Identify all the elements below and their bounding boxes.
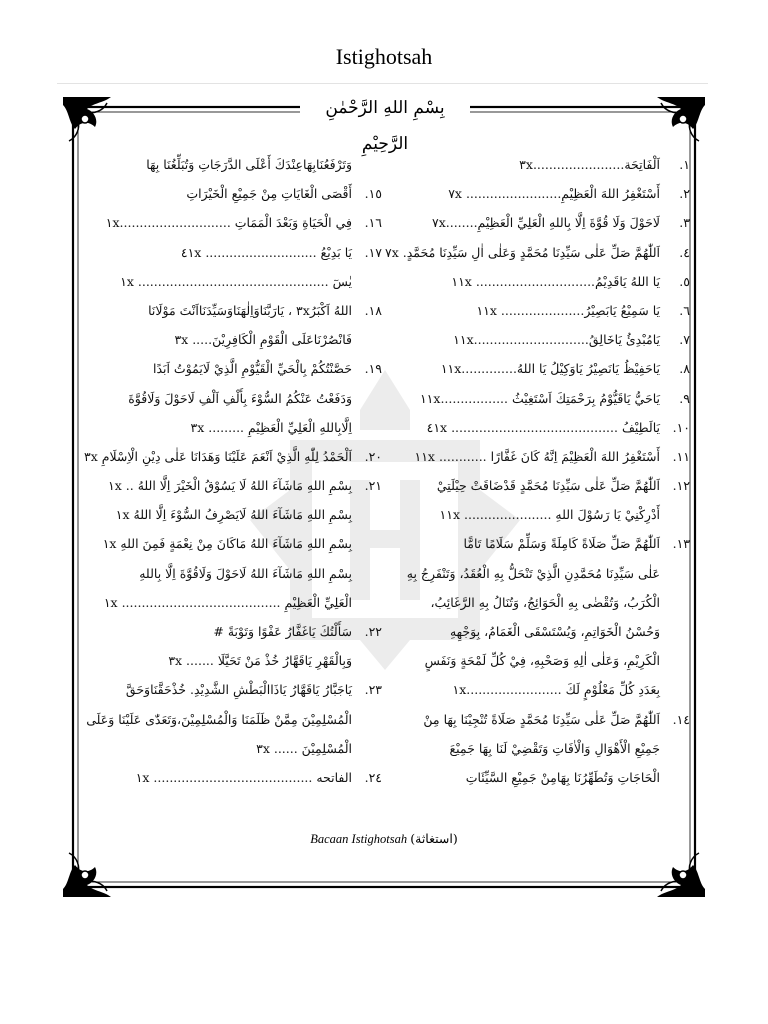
item-text: اَلْفَاتِحَة.......................٣x xyxy=(519,157,660,172)
item-number: ٣. xyxy=(679,215,690,231)
left-column xyxy=(82,150,382,792)
item-number: ٤. xyxy=(679,244,690,260)
item-text: اَللّٰهُمَّ صَلِّ عَلٰى سَيِّدِنَا مُحَمَّدٍ صَلَاةً تُنْجِيْنَا بِهَا مِنْ xyxy=(423,711,660,727)
list-item xyxy=(82,471,382,500)
item-number: ١٣. xyxy=(672,536,690,552)
list-item xyxy=(82,442,382,471)
item-text: وَحُسْنُ الْخَوَاتِمِ، وَيُسْتَسْقَى الْغَمَامُ، بِوَجْهِهِ xyxy=(449,624,660,639)
list-item xyxy=(82,763,382,792)
caption-latin: Bacaan Istighotsah xyxy=(310,832,408,846)
item-number: ٢٠. xyxy=(364,448,382,464)
item-number: ١٤. xyxy=(672,711,690,727)
item-text: وَبِالْقَهْرِ يَاقَهَّارُ خُذْ مَنْ تَحَيَّلَا ....... ٣x xyxy=(168,653,352,669)
item-text: سَأَلْتُكَ يَاغَفَّارُ عَفْوًا وَتَوْبَةً # xyxy=(213,624,352,639)
list-item xyxy=(82,238,382,267)
list-item xyxy=(400,296,690,325)
list-item xyxy=(400,267,690,296)
item-text: حَصَّنْتُكُمْ بِالْحَيِّ الْقَيُّوْمِ الَّذِيْ لَايَمُوْتُ اَبَدًا xyxy=(152,361,352,377)
list-item xyxy=(82,675,382,704)
list-item xyxy=(82,705,382,734)
item-text: فَانْصُرْنَاعَلَى الْقَوْمِ الْكَافِرِيْنَ..... ٣x xyxy=(174,332,352,348)
list-item xyxy=(400,646,690,675)
item-number: ٧. xyxy=(679,332,690,348)
page-title: Istighotsah xyxy=(335,44,433,69)
item-number: ٢٣. xyxy=(364,682,382,698)
list-item xyxy=(82,296,382,325)
item-text: أَسْتَغْفِرُ اللهَ الْعَظِيْمَ اِنَّهُ كَانَ غَفَّارًا ............ ١١x xyxy=(414,448,660,464)
list-item xyxy=(82,150,382,179)
list-item xyxy=(400,705,690,734)
item-text: يَاجَبَّارُ يَاقَهَّارُ يَاذَاالْبَطْشِ الشَّدِيْدِ. خُذْحَقَّنَاوَحَقَّ xyxy=(125,682,352,698)
list-item xyxy=(82,384,382,413)
list-item xyxy=(82,588,382,617)
list-item xyxy=(400,617,690,646)
item-number: ٨. xyxy=(679,361,690,377)
list-item xyxy=(400,208,690,237)
list-item xyxy=(385,238,690,267)
item-text: اَللّٰهُمَّ صَلِّ صَلَاةً كَامِلَةً وَسَلِّمْ سَلَامًا تَامًّا xyxy=(463,536,660,552)
list-item xyxy=(400,325,690,354)
list-item xyxy=(400,559,690,588)
list-item xyxy=(82,267,382,296)
item-text: اَلْحَمْدُ لِلّٰهِ الَّذِيْ اَنْعَمَ عَلَيْنَا وَهَدَانَا عَلٰى دِيْنِ الْاِسْلَامِ ٣x xyxy=(84,448,352,464)
list-item xyxy=(82,500,382,529)
item-text: يَا اللهُ يَاقَدِيْمُ.............................. ١١x xyxy=(451,273,660,289)
list-item xyxy=(400,179,690,208)
item-number: ٢٤. xyxy=(364,769,382,785)
item-number: ١١. xyxy=(672,448,690,464)
item-text: يَامُبْدِئُ يَاخَالِقُ.............................١١x xyxy=(453,332,660,348)
list-item xyxy=(400,588,690,617)
item-text: بِعَدَدِ كُلِّ مَعْلُوْمٍ لَكَ ........................١x xyxy=(452,682,660,698)
list-item xyxy=(400,675,690,704)
item-text: اَللّٰهُمَّ صَلِّ عَلٰى سَيِّدِنَا مُحَمَّدٍ قَدْضَاقَتْ حِيْلَتِيْ xyxy=(436,478,660,494)
figure-caption xyxy=(0,831,768,847)
item-text: وَدَفَعْتُ عَنْكُمُ السُّوْءَ بِأَلْفِ اَلْفِ لَاحَوْلَ وَلَاقُوَّةَ xyxy=(128,390,352,406)
item-number: ١٥. xyxy=(364,186,382,202)
item-text: الْكَرِيْمِ، وَعَلٰى اٰلِهِ وَصَحْبِهِ، فِيْ كُلِّ لَمْحَةٍ وَنَفَسٍ xyxy=(424,653,660,669)
item-number: ١٠. xyxy=(672,419,690,435)
item-number: ٩. xyxy=(679,390,690,406)
item-text: أَدْرِكْنِيْ يَا رَسُوْلَ اللهِ ...................... ١١x xyxy=(439,507,660,523)
item-text: الْمُسْلِمِيْنَ ...... ٣x xyxy=(256,740,352,756)
item-text: بِسْمِ اللهِ مَاشَآءَ اللهُ لَاحَوْلَ وَلَاقُوَّةَ اِلَّا بِاللهِ xyxy=(139,565,352,581)
list-item xyxy=(400,150,690,179)
list-item xyxy=(82,413,382,442)
item-text: اللهُ اَكْبَرُ٣x ، يَارَبَّنَاوَاِلٰهَنَاوَسَيِّدَنَااَنْتَ مَوْلَانَا xyxy=(148,302,352,318)
title-divider xyxy=(57,83,708,84)
list-item xyxy=(82,208,382,237)
item-number: ٢. xyxy=(679,186,690,202)
list-item xyxy=(82,354,382,383)
item-number: ٢١. xyxy=(364,478,382,494)
item-text: يَالَطِيْفُ .......................................... ٤١x xyxy=(426,419,660,435)
item-text: يَا بَدِيْعُ ............................ ٤١x xyxy=(180,244,352,260)
list-item xyxy=(82,646,382,675)
item-number: ٢٢. xyxy=(364,624,382,639)
list-item xyxy=(400,384,690,413)
list-item xyxy=(400,413,690,442)
item-number: ١٩. xyxy=(364,361,382,377)
item-number: ١٦. xyxy=(364,215,382,231)
item-text: وَتَرْفَعُنَابِهَاعِنْدَكَ أَعْلَى الدَّرَجَاتِ وَتُبَلِّغُنَا بِهَا xyxy=(146,157,352,172)
item-text: أَقْصَى الْغَايَاتِ مِنْ جَمِيْعِ الْخَيْرَاتِ xyxy=(186,186,352,202)
list-item xyxy=(400,500,690,529)
item-text: يٰسٓ ................................................ ١x xyxy=(120,273,352,289)
item-text: بِسْمِ اللهِ مَاشَآءَ اللهُ لَا يَسُوْقُ الْخَيْرَ اِلَّا اللهُ .. ١x xyxy=(108,478,352,494)
list-item xyxy=(82,179,382,208)
list-item xyxy=(82,617,382,646)
item-text: أَسْتَغْفِرُ اللهَ الْعَظِيْمِ........................ ٧x xyxy=(448,186,660,202)
caption-arabic: (استغاثة) xyxy=(410,831,458,846)
list-item xyxy=(82,529,382,558)
item-text: يَاحَفِيْظُ يَانَصِيْرُ يَاوَكِيْلُ يَا اللهُ..............١١x xyxy=(440,361,660,377)
item-text: فِي الْحَيَاةِ وَبَعْدَ الْمَمَاتِ ............................١x xyxy=(105,215,352,231)
list-item xyxy=(82,559,382,588)
item-number: ١٢. xyxy=(672,478,690,494)
item-text: اِلَّابِاللهِ الْعَلِيِّ الْعَظِيْمِ ......... ٣x xyxy=(190,419,352,435)
item-text: عَلٰى سَيِّدِنَا مُحَمَّدِنِ الَّذِيْ تَنْحَلُّ بِهِ الْعُقَدُ، وَتَنْفَرِجُ بِهِ xyxy=(406,565,660,581)
list-item xyxy=(400,734,690,763)
item-number: ٥. xyxy=(679,273,690,289)
item-number: ١٨. xyxy=(364,302,382,318)
item-text: الْحَاجَاتِ وَتُطَهِّرُنَا بِهَامِنْ جَمِيْعِ السَّيِّئَاتِ xyxy=(465,769,660,785)
item-text: جَمِيْعِ الْأَهْوَالِ وَالْاٰفَاتِ وَتَقْضِيْ لَنَا بِهَا جَمِيْعَ xyxy=(449,740,660,756)
item-number: ١٧. xyxy=(364,244,382,260)
item-text: يَا سَمِيْعُ يَابَصِيْرُ..................... ١١x xyxy=(476,302,660,318)
item-text: بِسْمِ اللهِ مَاشَآءَ اللهُ مَاكَانَ مِنْ نِعْمَةٍ فَمِنَ اللهِ ١x xyxy=(102,536,352,552)
item-number: ٦. xyxy=(679,302,690,318)
item-text: اَللّٰهُمَّ صَلِّ عَلٰى سَيِّدِنَا مُحَمَّدٍ وَعَلٰى اٰلِ سَيِّدِنَا مُحَمَّدٍ. ٧x xyxy=(385,244,660,260)
list-item xyxy=(82,325,382,354)
list-item xyxy=(400,471,690,500)
list-item xyxy=(82,734,382,763)
list-item xyxy=(400,354,690,383)
item-text: الْكُرَبُ، وَتُقْضٰى بِهِ الْحَوَائِجُ، وَتُنَالُ بِهِ الرَّغَائِبُ، xyxy=(430,594,660,610)
list-item xyxy=(400,442,690,471)
item-text: الْعَلِيِّ الْعَظِيْمِ ........................................ ١x xyxy=(103,594,352,610)
item-number: ١. xyxy=(679,157,690,172)
item-text: الفاتحه ........................................ ١x xyxy=(135,769,352,785)
right-column xyxy=(385,150,690,792)
item-text: لَاحَوْلَ وَلَا قُوَّةَ اِلَّا بِاللهِ الْعَلِيِّ الْعَظِيْمِ........٧x xyxy=(432,215,660,231)
list-item xyxy=(400,763,690,792)
item-text: الْمُسْلِمِيْنَ مِمَّنْ ظَلَمَنَا وَالْمُسْلِمِيْنَ،وَتَعَدّٰى عَلَيْنَا وَعَلَى xyxy=(86,711,352,727)
item-text: بِسْمِ اللهِ مَاشَآءَ اللهُ لَايَصْرِفُ السُّوْءَ اِلَّا اللهُ ١x xyxy=(115,507,352,523)
list-item xyxy=(400,529,690,558)
item-text: يَاحَيُّ يَاقَيُّوْمُ بِرَحْمَتِكَ اَسْتَغِيْثُ .................١١x xyxy=(419,390,660,406)
bismillah-header: بِسْمِ اللهِ الرَّحْمٰنِ الرَّحِيْمِ xyxy=(300,90,470,126)
